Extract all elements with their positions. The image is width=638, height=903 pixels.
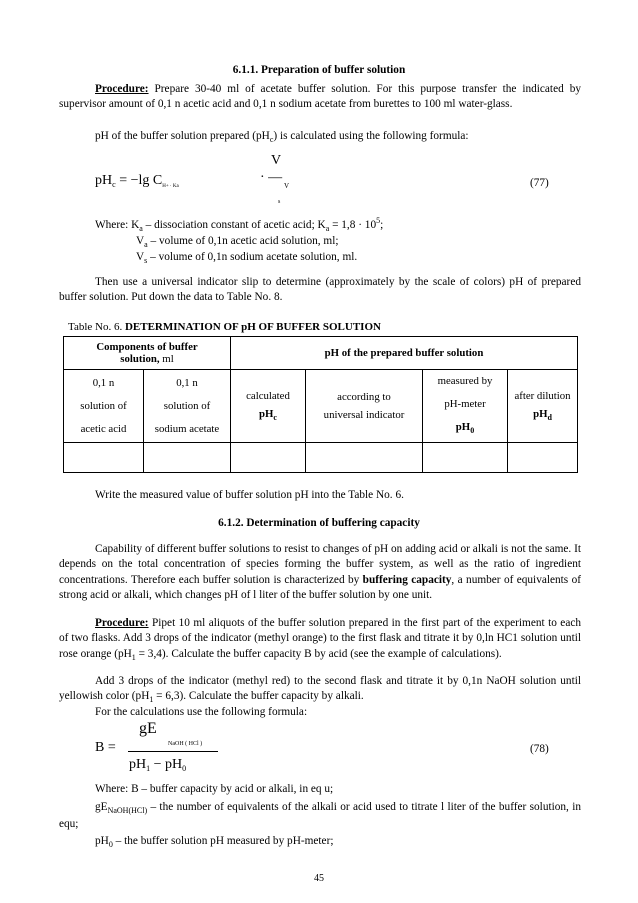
formula-78-fraction-bar [128, 751, 218, 752]
formula-77-small: + · Ka [165, 184, 179, 189]
formula-78-den [129, 757, 186, 773]
col5-line1: measured by [437, 375, 493, 387]
formula-77-s: s [278, 199, 281, 205]
where-ka-sub2: a [325, 224, 330, 233]
para1-bold: buffering capacity [362, 573, 452, 586]
head-ph: pH of the prepared buffer solution [231, 337, 578, 370]
table-caption-bold: DETERMINATION OF pH OF BUFFER SOLUTION [124, 321, 381, 333]
col6-ph-sub: d [547, 413, 552, 422]
where-g: gE [95, 801, 108, 813]
where-ka-val: = 1,8 · 10 [329, 219, 377, 231]
col6-ph: pH [533, 408, 548, 420]
procedure-2-end: = 3,4). Calculate the buffer capacity B by acid (see the example of calculations). [135, 647, 502, 660]
va: V [136, 235, 145, 247]
formula-78-den-b: pH [165, 757, 183, 772]
va-text: – volume of 0,1n acetic acid solution, ml; [147, 235, 339, 247]
para1-a: Capability of different buffer solutions to resist to changes of pH on adding acid or alkali is not the same. It depends on the total concentration of species forming the buffer system, as well as the ratio of ingredient concentrations. Therefore each buffer solution is characterized by [59, 543, 581, 586]
formula-77-lhs [95, 173, 179, 189]
col3-line1: calculated [246, 390, 290, 402]
ph-intro-sub: c [269, 135, 274, 144]
where-ka: Where: K [95, 219, 140, 231]
va-sub: a [144, 240, 148, 249]
section-title-6-1-2: 6.1.2. Determination of buffering capacity [218, 517, 420, 529]
where-ph-line [95, 834, 581, 851]
col4-line1: according to [337, 391, 391, 403]
indicator-paragraph: Then use a universal indicator slip to determine (approximately by the scale of colors) pH of prepared buffer solution. Put down the data to Table No. 8. [59, 276, 581, 304]
col2-line2: solution of [163, 399, 211, 412]
col5-line2: pH-meter [444, 398, 486, 410]
where-ka-line [95, 216, 581, 235]
table-head-row [64, 337, 578, 370]
col4-line2: universal indicator [323, 409, 405, 421]
para1-b: , a number of equivalents of strong acid or alkali, which changes pH of l liter of the buffer solution by one unit. [59, 573, 581, 601]
vs: V [136, 251, 145, 263]
vs-sub: s [144, 256, 148, 265]
ph-intro-end: ) is calculated using the following formula: [273, 130, 469, 142]
va-line [136, 234, 576, 251]
alkali-paragraph [59, 674, 581, 706]
section-title-6-1-1: 6.1.1. Preparation of buffer solution [232, 64, 406, 76]
formula-78-minus: − [150, 757, 166, 772]
formula-78-num: gE [139, 720, 157, 737]
procedure-2-text: Pipet 10 ml aliquots of the buffer solution prepared in the first part of the experiment to each of two flasks. Add 3 drops of the indicator (methyl orange) to the first flask and titrate it by 0,ln HC1 solution until rose orange (pH [59, 617, 581, 660]
col2-line1: 0,1 n [176, 376, 198, 389]
col3-ph-sub: c [273, 413, 277, 422]
formula-77-ph: pH [95, 173, 113, 188]
page-number: 45 [314, 873, 324, 884]
procedure-2-label: Procedure: [95, 617, 149, 629]
formula-78-number: (78) [530, 743, 549, 755]
col6-line1: after dilution [514, 390, 571, 402]
where-ph-sub: 0 [108, 840, 113, 849]
formula-77-v-bot: V [284, 182, 290, 190]
col3-ph: pH [259, 408, 274, 420]
where-g-paragraph [59, 800, 581, 832]
col-after-dilution [508, 370, 578, 443]
empty-cell-6[interactable] [508, 443, 578, 473]
formula-78-den-b-sub: 0 [182, 764, 187, 773]
empty-cell-2[interactable] [144, 443, 231, 473]
where-g-text: – the number of equivalents of the alkali or acid used to titrate l liter of the buffer solution, in equ; [59, 801, 581, 830]
col2-line3: sodium acetate [154, 422, 220, 435]
ph-intro: pH of the buffer solution prepared (pH [95, 130, 270, 142]
vs-text: – volume of 0,1n sodium acetate solution, ml. [147, 251, 358, 263]
formula-77-ph-sub: c [112, 180, 116, 189]
empty-cell-1[interactable] [64, 443, 144, 473]
formula-78-den-a: pH [129, 757, 147, 772]
formula-77-dot: · — [260, 170, 283, 185]
col1-line1: 0,1 n [92, 376, 115, 389]
ph-intro-line [95, 129, 581, 146]
formula-78-den-a-sub: 1 [146, 764, 151, 773]
col-universal-indicator [306, 370, 423, 443]
procedure-text: Prepare 30-40 ml of acetate buffer solution. For this purpose transfer the indicated by supervisor amount of 0,1 n acetic acid and 0,1 n sodium acetate from burettes to 100 ml water-glass. [59, 83, 581, 111]
where-ph-text: – the buffer solution pH measured by pH-meter; [112, 835, 334, 847]
procedure-paragraph [59, 82, 581, 113]
col-sodium-acetate [144, 370, 231, 443]
para3-sub: 1 [149, 695, 154, 705]
buffering-capacity-paragraph [59, 542, 581, 603]
col-calculated [231, 370, 306, 443]
head-components-unit: ml [159, 353, 174, 365]
where-ph: pH [95, 835, 109, 847]
para3-end: = 6,3). Calculate the buffer capacity by alkali. [153, 690, 364, 703]
after-table-line: Write the measured value of buffer solution pH into the Table No. 6. [95, 489, 404, 501]
head-components-line2: solution, [120, 353, 160, 365]
where-ka-sub: a [139, 224, 143, 233]
formula-77-c-sub: H [162, 184, 166, 189]
vs-line [136, 250, 576, 267]
formula-intro-line: For the calculations use the following formula: [95, 706, 308, 718]
table-empty-row [64, 443, 578, 473]
formula-78-num-sub: NaOH ( HCl ) [168, 741, 203, 747]
where-ka-end: ; [380, 219, 384, 231]
col1-line2: solution of [80, 399, 127, 412]
procedure-label: Procedure: [95, 83, 149, 95]
empty-cell-5[interactable] [423, 443, 508, 473]
empty-cell-3[interactable] [231, 443, 306, 473]
where-g-sub: NaOH(HCl) [107, 806, 148, 815]
where-b-line: Where: B – buffer capacity by acid or alkali, in eq u; [95, 783, 334, 795]
procedure-2-sub: 1 [131, 652, 136, 662]
col-acetic-acid [64, 370, 144, 443]
para3: Add 3 drops of the indicator (methyl red) to the second flask and titrate it by 0,1n NaOH solution until yellowish color (pH [59, 675, 581, 703]
empty-cell-4[interactable] [306, 443, 423, 473]
where-ka-exp: 5 [376, 216, 381, 225]
col5-ph-sub: 0 [470, 426, 475, 435]
table-caption [68, 320, 381, 335]
buffer-table [63, 336, 578, 473]
head-components-line1: Components of buffer [96, 341, 198, 353]
formula-78-lhs: B = [95, 740, 116, 755]
col-ph-meter [423, 370, 508, 443]
col5-ph: pH [455, 421, 471, 433]
col1-line3: acetic acid [80, 422, 127, 435]
head-components [64, 337, 231, 370]
formula-77-number: (77) [530, 177, 549, 189]
table-caption-prefix: Table No. 6. [68, 321, 125, 333]
table-subhead-row [64, 370, 578, 443]
formula-77-v-top: V [271, 153, 282, 168]
procedure-2-paragraph [59, 616, 581, 663]
formula-77-eq: = −lg C [115, 173, 163, 188]
where-ka-text: – dissociation constant of acetic acid; K [142, 219, 326, 231]
